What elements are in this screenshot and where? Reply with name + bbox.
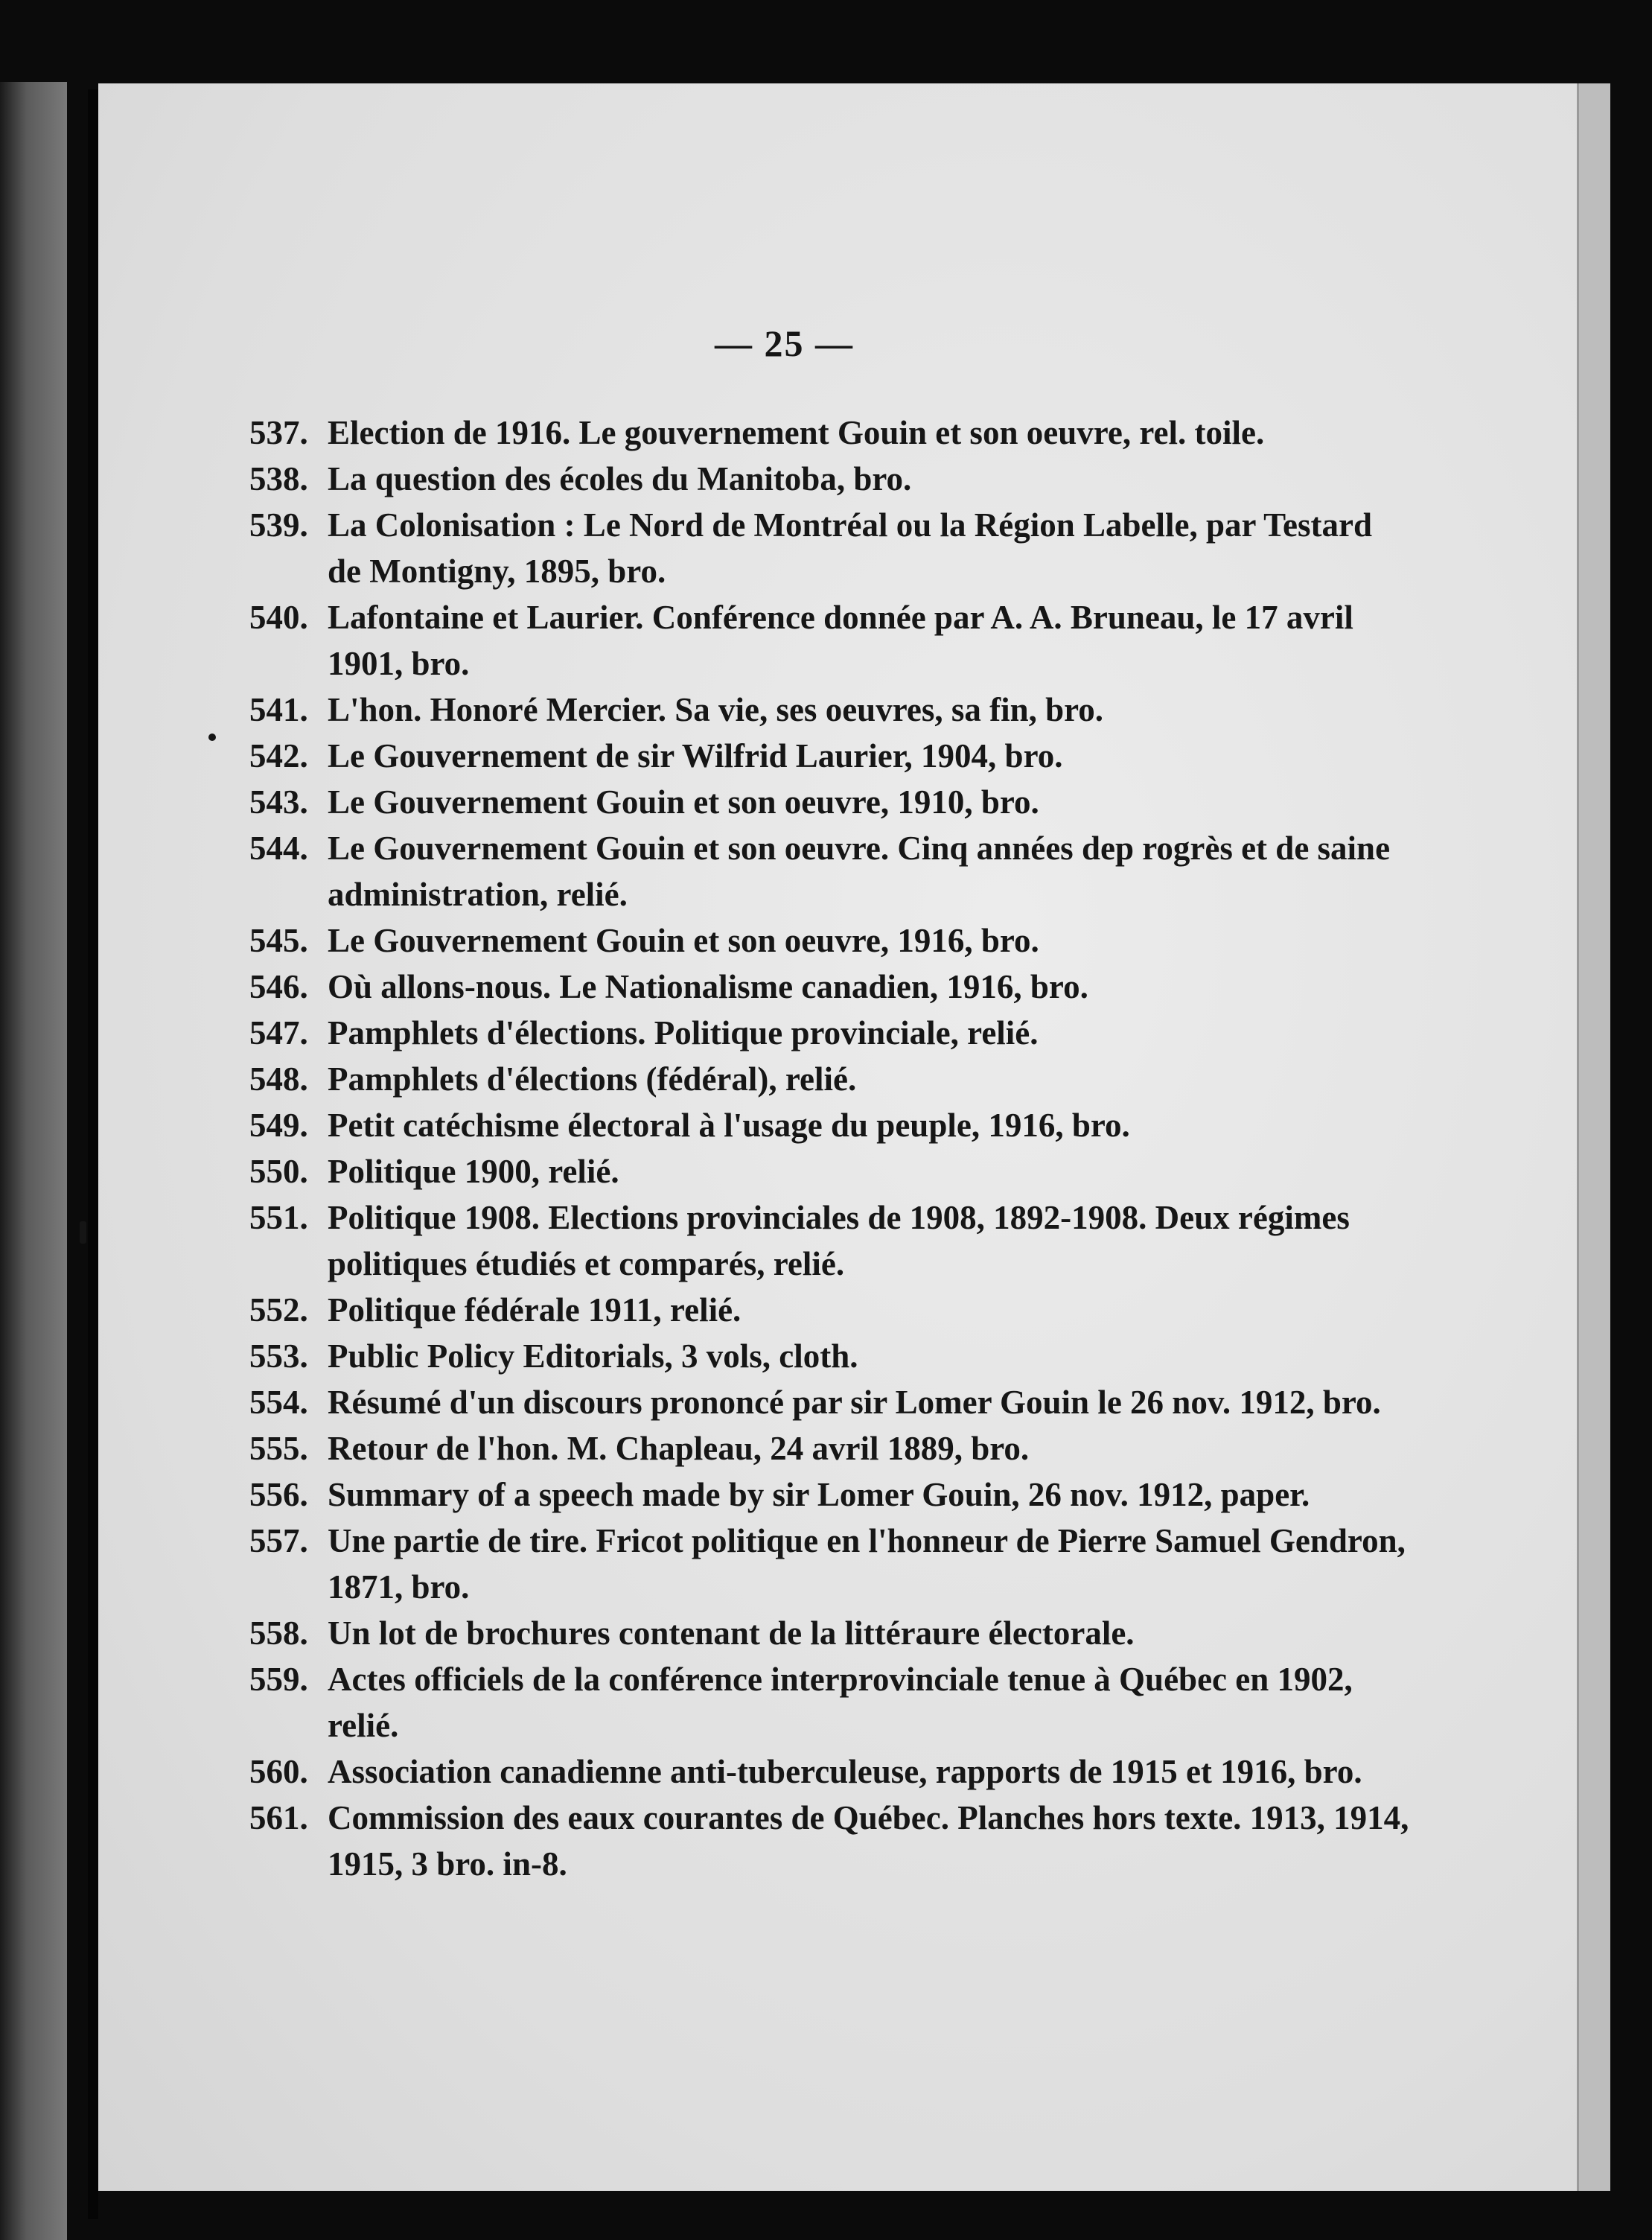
catalogue-entry: [249, 1749, 1411, 1795]
entry-number: 538.: [249, 460, 308, 497]
entry-text: Politique fédérale 1911, relié.: [328, 1291, 742, 1329]
catalogue-entry: [249, 1287, 1411, 1333]
entry-number: 543.: [249, 783, 308, 821]
catalogue-entry: [249, 1010, 1411, 1056]
entry-text: Le Gouvernement de sir Wilfrid Laurier, 1904, bro.: [328, 737, 1063, 774]
entry-number: 550.: [249, 1153, 308, 1190]
entry-text: Commission des eaux courantes de Québec. Planches hors texte. 1913, 1914, 1915, 3 bro. in-8.: [328, 1799, 1409, 1883]
page-right-edge: [1577, 83, 1610, 2191]
entry-number: 544.: [249, 830, 308, 867]
entry-text: Où allons-nous. Le Nationalisme canadien, 1916, bro.: [328, 968, 1088, 1005]
entry-text: Pamphlets d'élections. Politique provinciale, relié.: [328, 1014, 1039, 1051]
catalogue-entry: [249, 502, 1411, 594]
entry-number: 554.: [249, 1384, 308, 1421]
entry-text: Politique 1900, relié.: [328, 1153, 619, 1190]
entry-number: 557.: [249, 1522, 308, 1559]
catalogue-entry: [249, 1795, 1411, 1887]
catalogue-entry: [249, 1471, 1411, 1518]
entry-number: 541.: [249, 691, 308, 728]
entry-text: Une partie de tire. Fricot politique en l'honneur de Pierre Samuel Gendron, 1871, bro.: [328, 1522, 1406, 1606]
catalogue-entry: [249, 917, 1411, 964]
catalogue-entry: [249, 1518, 1411, 1610]
entry-text: Le Gouvernement Gouin et son oeuvre. Cinq années dep rogrès et de saine administration, relié.: [328, 830, 1391, 913]
catalogue-entry: [249, 964, 1411, 1010]
entry-text: Election de 1916. Le gouvernement Gouin et son oeuvre, rel. toile.: [328, 414, 1265, 451]
speck-mark: [80, 1221, 86, 1244]
entry-number: 561.: [249, 1799, 308, 1836]
catalogue-entry: [249, 1148, 1411, 1194]
entry-number: 558.: [249, 1614, 308, 1652]
catalogue-entry: [249, 1056, 1411, 1102]
entry-number: 555.: [249, 1430, 308, 1467]
catalogue-entries: [249, 410, 1411, 1887]
entry-text: Retour de l'hon. M. Chapleau, 24 avril 1889, bro.: [328, 1430, 1030, 1467]
catalogue-entry: [249, 410, 1411, 456]
entry-number: 547.: [249, 1014, 308, 1051]
entry-number: 537.: [249, 414, 308, 451]
catalogue-entry: [249, 1610, 1411, 1656]
catalogue-entry: [249, 779, 1411, 825]
catalogue-entry: [249, 1425, 1411, 1471]
entry-number: 551.: [249, 1199, 308, 1236]
speck-mark: [208, 734, 216, 741]
catalogue-entry: [249, 1333, 1411, 1379]
page-number: — 25 —: [715, 322, 854, 364]
entry-number: 559.: [249, 1661, 308, 1698]
binding-gutter: [88, 89, 98, 2219]
entry-text: Lafontaine et Laurier. Conférence donnée par A. A. Bruneau, le 17 avril 1901, bro.: [328, 599, 1353, 682]
catalogue-entry: [249, 687, 1411, 733]
catalogue-entry: [249, 733, 1411, 779]
catalogue-entry: [249, 1194, 1411, 1287]
entry-number: 552.: [249, 1291, 308, 1329]
catalogue-entry: [249, 456, 1411, 502]
catalogue-entry: [249, 1102, 1411, 1148]
entry-text: La Colonisation : Le Nord de Montréal ou la Région Labelle, par Testard de Montigny, 1895, bro.: [328, 506, 1372, 590]
entry-number: 549.: [249, 1107, 308, 1144]
entry-text: Politique 1908. Elections provinciales de 1908, 1892-1908. Deux régimes politiques étudiés et comparés, relié.: [328, 1199, 1350, 1282]
catalogue-entry: [249, 825, 1411, 917]
entry-text: Petit catéchisme électoral à l'usage du peuple, 1916, bro.: [328, 1107, 1130, 1144]
catalogue-entry: [249, 1656, 1411, 1749]
entry-number: 540.: [249, 599, 308, 636]
entry-text: Actes officiels de la conférence interprovinciale tenue à Québec en 1902, relié.: [328, 1661, 1353, 1744]
entry-number: 542.: [249, 737, 308, 774]
entry-text: Pamphlets d'élections (fédéral), relié.: [328, 1060, 857, 1098]
entry-text: Summary of a speech made by sir Lomer Gouin, 26 nov. 1912, paper.: [328, 1476, 1310, 1513]
entry-number: 548.: [249, 1060, 308, 1098]
entry-text: Résumé d'un discours prononcé par sir Lomer Gouin le 26 nov. 1912, bro.: [328, 1384, 1381, 1421]
entry-text: Association canadienne anti-tuberculeuse, rapports de 1915 et 1916, bro.: [328, 1753, 1362, 1790]
entry-text: La question des écoles du Manitoba, bro.: [328, 460, 912, 497]
entry-number: 539.: [249, 506, 308, 544]
entry-number: 545.: [249, 922, 308, 959]
entry-text: Un lot de brochures contenant de la littéraure électorale.: [328, 1614, 1135, 1652]
catalogue-entry: [249, 1379, 1411, 1425]
entry-number: 556.: [249, 1476, 308, 1513]
entry-text: Le Gouvernement Gouin et son oeuvre, 1910, bro.: [328, 783, 1039, 821]
entry-number: 553.: [249, 1337, 308, 1375]
entry-text: Le Gouvernement Gouin et son oeuvre, 1916, bro.: [328, 922, 1039, 959]
entry-text: L'hon. Honoré Mercier. Sa vie, ses oeuvres, sa fin, bro.: [328, 691, 1104, 728]
catalogue-entry: [249, 594, 1411, 687]
facing-page-edge: [0, 82, 67, 2240]
entry-number: 560.: [249, 1753, 308, 1790]
entry-number: 546.: [249, 968, 308, 1005]
entry-text: Public Policy Editorials, 3 vols, cloth.: [328, 1337, 858, 1375]
